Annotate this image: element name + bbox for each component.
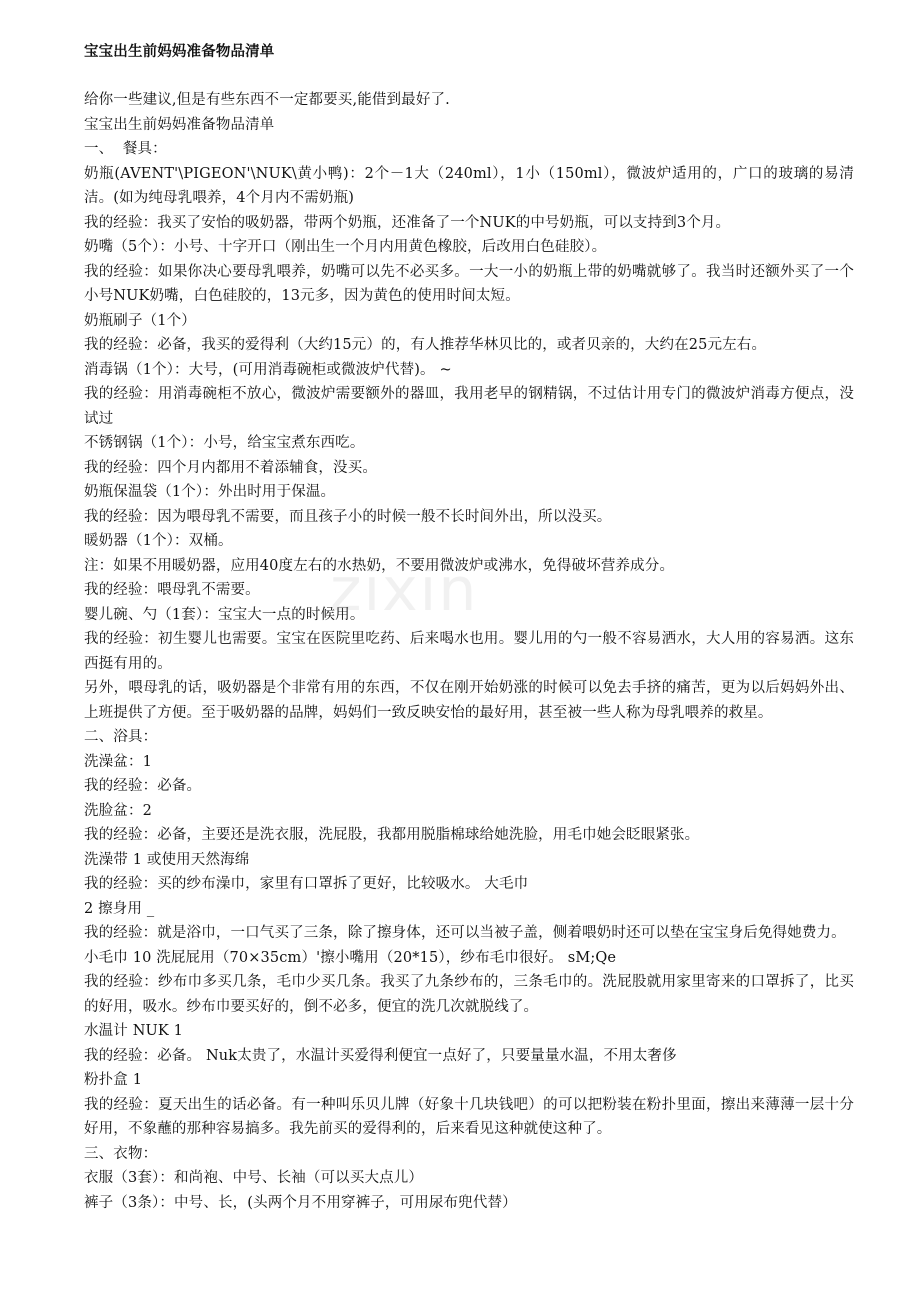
paragraph: 奶瓶(AVENT'\PIGEON'\NUK\黄小鸭)：2个－1大（240ml），1小（150ml），微波炉适用的，广口的玻璃的易清洁。(如为纯母乳喂养，4个月内不需奶瓶): [84, 165, 854, 206]
paragraph: 注：如果不用暖奶器，应用40度左右的水热奶，不要用微波炉或沸水，免得破坏营养成分。: [84, 557, 675, 574]
paragraph: 给你一些建议,但是有些东西不一定都要买,能借到最好了.: [84, 92, 450, 108]
paragraph: 我的经验：夏天出生的话必备。有一种叫乐贝儿牌（好象十几块钱吧）的可以把粉装在粉扑里面，擦出来薄薄一层十分好用，不象蘸的那种容易搞多。我先前买的爱得利的，后来看见这种就使这种了。: [84, 1096, 854, 1137]
paragraph: 二、浴具：: [84, 729, 158, 745]
paragraph: 我的经验：四个月内都用不着添辅食，没买。: [84, 459, 377, 476]
paragraph: 洗脸盆：2: [84, 802, 152, 819]
paragraph: 我的经验：纱布巾多买几条，毛巾少买几条。我买了九条纱布的，三条毛巾的。洗屁股就用家里寄来的口罩拆了，比买的好用，吸水。纱布巾要买好的，倒不必多，便宜的洗几次就脱线了。: [84, 974, 854, 1015]
paragraph: 奶嘴（5个）：小号、十字开口（刚出生一个月内用黄色橡胶，后改用白色硅胶）。: [84, 239, 607, 255]
paragraph: 消毒锅（1个）：大号，(可用消毒碗柜或微波炉代替)。 ~: [84, 361, 452, 378]
paragraph: 婴儿碗、勺（1套）：宝宝大一点的时候用。: [84, 606, 365, 623]
paragraph: 奶瓶刷子（1个）: [84, 312, 196, 329]
paragraph: 我的经验：买的纱布澡巾，家里有口罩拆了更好，比较吸水。 大毛巾: [84, 876, 529, 892]
paragraph: 不锈钢锅（1个）：小号，给宝宝煮东西吃。: [84, 435, 365, 451]
paragraph: 粉扑盒 1: [84, 1072, 143, 1088]
paragraph: 我的经验：就是浴巾，一口气买了三条，除了擦身体，还可以当被子盖，侧着喂奶时还可以垫在宝宝身后免得她费力。: [84, 925, 846, 941]
paragraph: 我的经验：我买了安怡的吸奶器，带两个奶瓶，还准备了一个NUK的中号奶瓶，可以支持到3个月。: [84, 214, 731, 231]
paragraph: 小毛巾 10 洗屁屁用（70×35cm）'擦小嘴用（20*15），纱布毛巾很好。 sM;Qe: [84, 949, 617, 966]
paragraph: 我的经验：喂母乳不需要。: [84, 582, 260, 598]
watermark: zixin: [330, 555, 479, 625]
paragraph: 我的经验：必备。 Nuk太贵了，水温计买爱得利便宜一点好了，只要量量水温，不用太奢侈: [84, 1047, 677, 1064]
paragraph: 洗澡带 1 或使用天然海绵: [84, 851, 250, 868]
paragraph: 2 擦身用 _: [84, 900, 155, 917]
paragraph: 我的经验：必备，主要还是洗衣服，洗屁股，我都用脱脂棉球给她洗脸，用毛巾她会眨眼紧张。: [84, 827, 700, 843]
paragraph: 我的经验：如果你决心要母乳喂养，奶嘴可以先不必买多。一大一小的奶瓶上带的奶嘴就够了。我当时还额外买了一个小号NUK奶嘴，白色硅胶的，13元多，因为黄色的使用时间太短。: [84, 263, 854, 304]
paragraph: 一、 餐具：: [84, 141, 167, 157]
document-page: [84, 40, 854, 1215]
paragraph: 洗澡盆：1: [84, 753, 152, 770]
paragraph: 我的经验：初生婴儿也需要。宝宝在医院里吃药、后来喝水也用。婴儿用的勺一般不容易洒水，大人用的容易洒。这东西挺有用的。: [84, 631, 854, 672]
paragraph: 另外，喂母乳的话，吸奶器是个非常有用的东西，不仅在刚开始奶涨的时候可以免去手挤的痛苦，更为以后妈妈外出、上班提供了方便。至于吸奶器的品牌，妈妈们一致反映安怡的最好用，甚至被一些人称为母乳喂养的救星。: [84, 680, 854, 721]
paragraph: 暖奶器（1个）：双桶。: [84, 533, 233, 549]
paragraph: 宝宝出生前妈妈准备物品清单: [84, 116, 275, 133]
paragraph: 裤子（3条）：中号、长，(头两个月不用穿裤子，可用尿布兜代替）: [84, 1194, 517, 1211]
paragraph: 奶瓶保温袋（1个）：外出时用于保温。: [84, 484, 336, 500]
paragraph: 水温计 NUK 1: [84, 1023, 184, 1039]
document-title: 宝宝出生前妈妈准备物品清单: [84, 44, 275, 60]
paragraph: 三、衣物：: [84, 1145, 158, 1162]
paragraph: 我的经验：必备，我买的爱得利（大约15元）的，有人推荐华林贝比的，或者贝亲的，大约在25元左右。: [84, 337, 767, 353]
paragraph: 衣服（3套）：和尚袍、中号、长袖（可以买大点儿）: [84, 1170, 424, 1186]
paragraph: 我的经验：用消毒碗柜不放心，微波炉需要额外的器皿，我用老早的钢精锅，不过估计用专门的微波炉消毒方便点，没试过: [84, 386, 854, 427]
paragraph: 我的经验：因为喂母乳不需要，而且孩子小的时候一般不长时间外出，所以没买。: [84, 508, 612, 525]
paragraph: 我的经验：必备。: [84, 778, 202, 794]
document-body: [84, 88, 854, 1215]
